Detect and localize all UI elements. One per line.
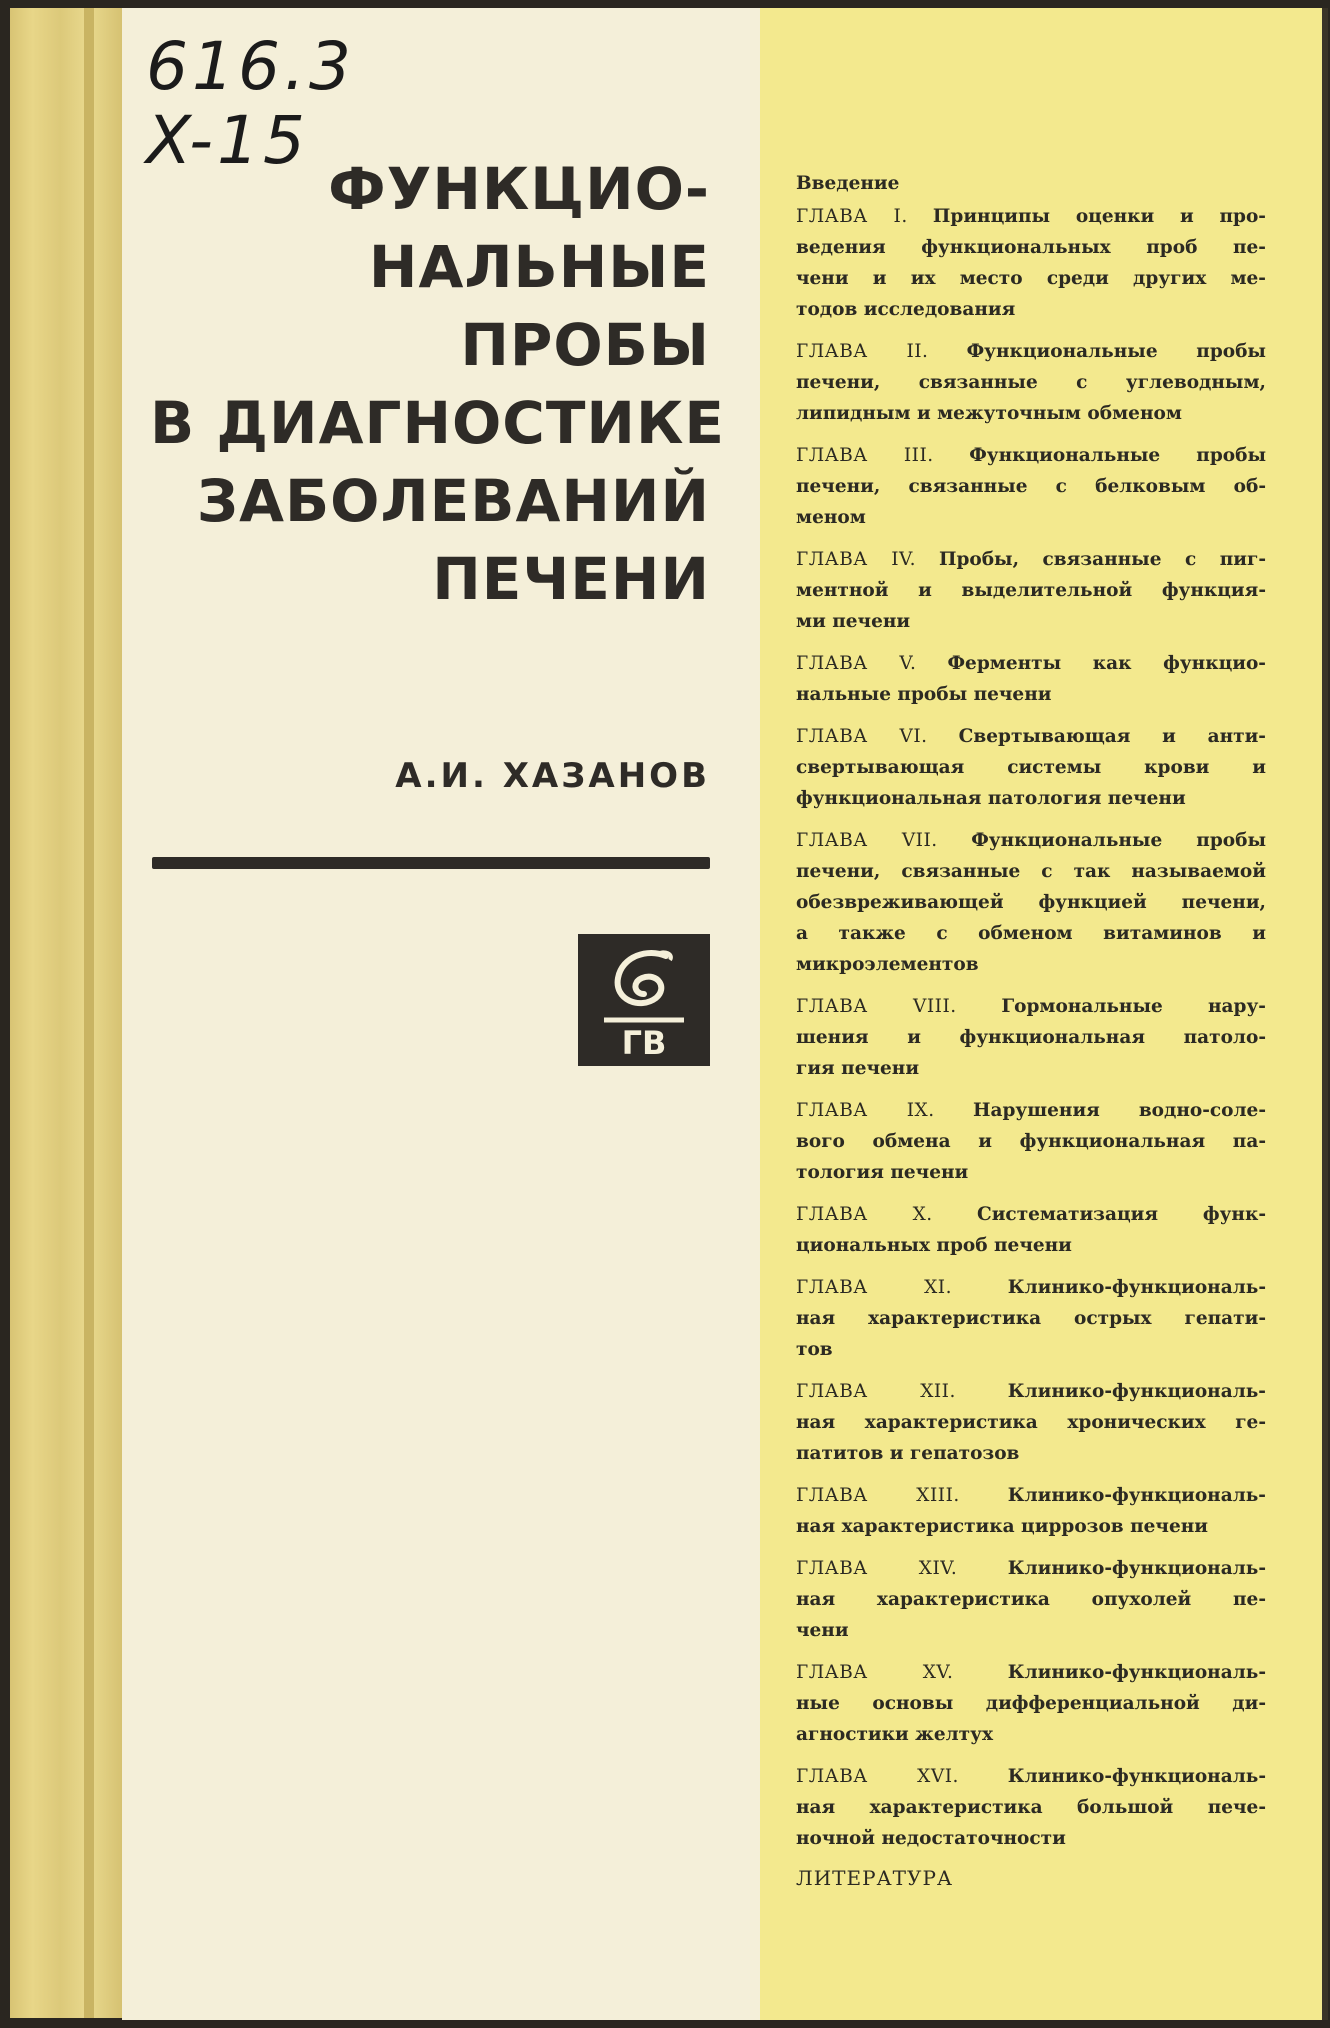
toc-entry (796, 1376, 1266, 1469)
toc-entries (796, 201, 1266, 1854)
toc-chapter-text: функциональная патология печени (796, 788, 1186, 809)
toc-entry-line (796, 1584, 1266, 1615)
toc-chapter-number: ГЛАВА VI. (796, 726, 928, 747)
toc-chapter-text: ная характеристика хронических ге- (796, 1412, 1266, 1433)
toc-chapter-text: свертывающая системы крови и (796, 757, 1266, 778)
toc-entry-line (796, 1823, 1266, 1854)
toc-chapter-number: ГЛАВА XI. (796, 1277, 952, 1298)
toc-chapter-text: печени, связанные с углеводным, (796, 372, 1266, 393)
book-spine (10, 8, 122, 2018)
toc-entry-line (796, 1199, 1266, 1230)
toc-chapter-number: ГЛАВА V. (796, 653, 917, 674)
title-line: В ДИАГНОСТИКЕ (150, 389, 725, 457)
toc-entry-line (796, 440, 1266, 471)
toc-chapter-text: меном (796, 507, 866, 528)
book-title (150, 150, 725, 618)
toc-entry (796, 1272, 1266, 1365)
toc-entry (796, 825, 1266, 980)
toc-chapter-text: Клинико-функциональ- (1007, 1381, 1266, 1402)
toc-entry-line (796, 887, 1266, 918)
table-of-contents (796, 168, 1266, 1894)
toc-chapter-text: чени и их место среди других ме- (796, 268, 1266, 289)
toc-chapter-text: чени (796, 1620, 849, 1641)
toc-entry-line (796, 1334, 1266, 1365)
toc-entry (796, 440, 1266, 533)
toc-chapter-number: ГЛАВА VIII. (796, 996, 957, 1017)
toc-chapter-text: ми печени (796, 611, 911, 632)
toc-entry (796, 721, 1266, 814)
toc-entry (796, 544, 1266, 637)
toc-entry-line (796, 1095, 1266, 1126)
toc-entry (796, 1553, 1266, 1646)
toc-chapter-text: липидным и межуточным обменом (796, 403, 1182, 424)
toc-entry-line (796, 336, 1266, 367)
toc-chapter-text: тология печени (796, 1162, 969, 1183)
toc-entry-line (796, 856, 1266, 887)
toc-chapter-text: Функциональные пробы (966, 341, 1266, 362)
toc-chapter-number: ГЛАВА XVI. (796, 1766, 959, 1787)
toc-entry-line (796, 1511, 1266, 1542)
toc-entry (796, 201, 1266, 325)
spine-hinge (84, 8, 94, 2018)
toc-entry-line (796, 1553, 1266, 1584)
title-line: ФУНКЦИО- (328, 155, 710, 223)
toc-chapter-text: Функциональные пробы (969, 445, 1266, 466)
toc-entry-line (796, 1272, 1266, 1303)
toc-entry-line (796, 1022, 1266, 1053)
toc-chapter-number: ГЛАВА XIV. (796, 1558, 958, 1579)
toc-entry-line (796, 1657, 1266, 1688)
toc-chapter-number: ГЛАВА XIII. (796, 1485, 960, 1506)
toc-chapter-text: Пробы, связанные с пиг- (938, 549, 1266, 570)
toc-entry-line (796, 471, 1266, 502)
toc-chapter-text: Клинико-функциональ- (1007, 1485, 1266, 1506)
toc-chapter-text: Клинико-функциональ- (1007, 1766, 1266, 1787)
toc-chapter-text: Клинико-функциональ- (1007, 1277, 1266, 1298)
toc-entry-line (796, 1480, 1266, 1511)
toc-chapter-text: печени, связанные с так называемой (796, 861, 1266, 882)
toc-chapter-text: гия печени (796, 1058, 920, 1079)
toc-chapter-number: ГЛАВА XV. (796, 1662, 954, 1683)
toc-entry-line (796, 232, 1266, 263)
toc-entry (796, 1199, 1266, 1261)
toc-chapter-text: ночной недостаточности (796, 1828, 1066, 1849)
title-line: ПЕЧЕНИ (432, 545, 710, 613)
title-line: ЗАБОЛЕВАНИЙ (196, 467, 710, 535)
toc-entry (796, 1480, 1266, 1542)
toc-entry-line (796, 1230, 1266, 1261)
toc-entry (796, 1761, 1266, 1854)
toc-entry-line (796, 1688, 1266, 1719)
toc-chapter-number: ГЛАВА II. (796, 341, 929, 362)
toc-entry-line (796, 1303, 1266, 1334)
toc-chapter-text: печени, связанные с белковым об- (796, 476, 1266, 497)
toc-entry-line (796, 1761, 1266, 1792)
toc-chapter-text: патитов и гепатозов (796, 1443, 1020, 1464)
toc-chapter-number: ГЛАВА X. (796, 1204, 933, 1225)
toc-chapter-number: ГЛАВА XII. (796, 1381, 956, 1402)
shelfmark-line-2: X-15 (146, 102, 309, 179)
toc-entry-line (796, 263, 1266, 294)
toc-chapter-text: обезвреживающей функцией печени, (796, 892, 1266, 913)
toc-chapter-text: Свертывающая и анти- (958, 726, 1266, 747)
toc-chapter-text: Гормональные нару- (1001, 996, 1266, 1017)
toc-chapter-text: а также с обменом витаминов и (796, 923, 1266, 944)
toc-entry-line (796, 1792, 1266, 1823)
toc-chapter-number: ГЛАВА IX. (796, 1100, 935, 1121)
toc-chapter-text: ные основы дифференциальной ди- (796, 1693, 1266, 1714)
toc-chapter-text: Принципы оценки и про- (932, 206, 1266, 227)
toc-entry-line (796, 825, 1266, 856)
toc-entry (796, 1095, 1266, 1188)
toc-chapter-text: ная характеристика циррозов печени (796, 1516, 1208, 1537)
toc-chapter-text: Функциональные пробы (971, 830, 1267, 851)
toc-entry-line (796, 1438, 1266, 1469)
toc-chapter-text: вого обмена и функциональная па- (796, 1131, 1266, 1152)
toc-entry-line (796, 721, 1266, 752)
toc-chapter-text: шения и функциональная патоло- (796, 1027, 1266, 1048)
toc-entry-line (796, 1126, 1266, 1157)
publisher-logo-text: ГВ (621, 1024, 667, 1062)
toc-chapter-text: ная характеристика острых гепати- (796, 1308, 1266, 1329)
toc-chapter-text: Систематизация функ- (976, 1204, 1266, 1225)
title-line: НАЛЬНЫЕ (368, 233, 710, 301)
toc-chapter-text: агностики желтух (796, 1724, 994, 1745)
toc-chapter-text: Клинико-функциональ- (1007, 1558, 1266, 1579)
toc-entry (796, 648, 1266, 710)
toc-entry-line (796, 918, 1266, 949)
toc-entry-line (796, 752, 1266, 783)
toc-chapter-number: ГЛАВА IV. (796, 549, 917, 570)
toc-intro: Введение (796, 173, 900, 194)
toc-chapter-text: микроэлементов (796, 954, 979, 975)
toc-chapter-text: Клинико-функциональ- (1007, 1662, 1266, 1683)
toc-entry-line (796, 648, 1266, 679)
toc-entry-line (796, 367, 1266, 398)
toc-entry-line (796, 201, 1266, 232)
toc-entry-line (796, 991, 1266, 1022)
toc-literature: ЛИТЕРАТУРА (796, 1866, 954, 1890)
toc-entry (796, 336, 1266, 429)
title-divider (152, 857, 710, 869)
toc-entry-line (796, 575, 1266, 606)
toc-chapter-number: ГЛАВА I. (796, 206, 908, 227)
toc-chapter-text: ментной и выделительной функция- (796, 580, 1266, 601)
publisher-logo-icon (578, 934, 710, 1066)
toc-chapter-text: ная характеристика опухолей пе- (796, 1589, 1266, 1610)
title-line: ПРОБЫ (460, 311, 710, 379)
book-author: А.И. ХАЗАНОВ (395, 756, 710, 796)
toc-entry-line (796, 544, 1266, 575)
toc-entry (796, 1657, 1266, 1750)
toc-entry-line (796, 1157, 1266, 1188)
toc-chapter-text: тодов исследования (796, 299, 1016, 320)
toc-entry-line (796, 606, 1266, 637)
shelfmark-line-1: 616.3 (146, 28, 355, 105)
toc-entry-line (796, 1719, 1266, 1750)
toc-chapter-text: тов (796, 1339, 833, 1360)
toc-chapter-text: циональных проб печени (796, 1235, 1072, 1256)
toc-entry-line (796, 783, 1266, 814)
toc-chapter-text: Ферменты как функцио- (947, 653, 1266, 674)
toc-chapter-text: Нарушения водно-соле- (973, 1100, 1266, 1121)
toc-entry-line (796, 949, 1266, 980)
toc-entry (796, 991, 1266, 1084)
toc-chapter-text: ная характеристика большой пече- (796, 1797, 1266, 1818)
toc-chapter-text: ведения функциональных проб пе- (796, 237, 1266, 258)
toc-chapter-number: ГЛАВА VII. (796, 830, 938, 851)
toc-entry-line (796, 1407, 1266, 1438)
toc-chapter-number: ГЛАВА III. (796, 445, 934, 466)
toc-chapter-text: нальные пробы печени (796, 684, 1052, 705)
toc-entry-line (796, 679, 1266, 710)
publisher-logo-graphic (578, 934, 710, 1066)
toc-entry-line (796, 1053, 1266, 1084)
toc-entry-line (796, 502, 1266, 533)
toc-entry-line (796, 294, 1266, 325)
toc-entry-line (796, 1376, 1266, 1407)
toc-entry-line (796, 398, 1266, 429)
toc-entry-line (796, 1615, 1266, 1646)
